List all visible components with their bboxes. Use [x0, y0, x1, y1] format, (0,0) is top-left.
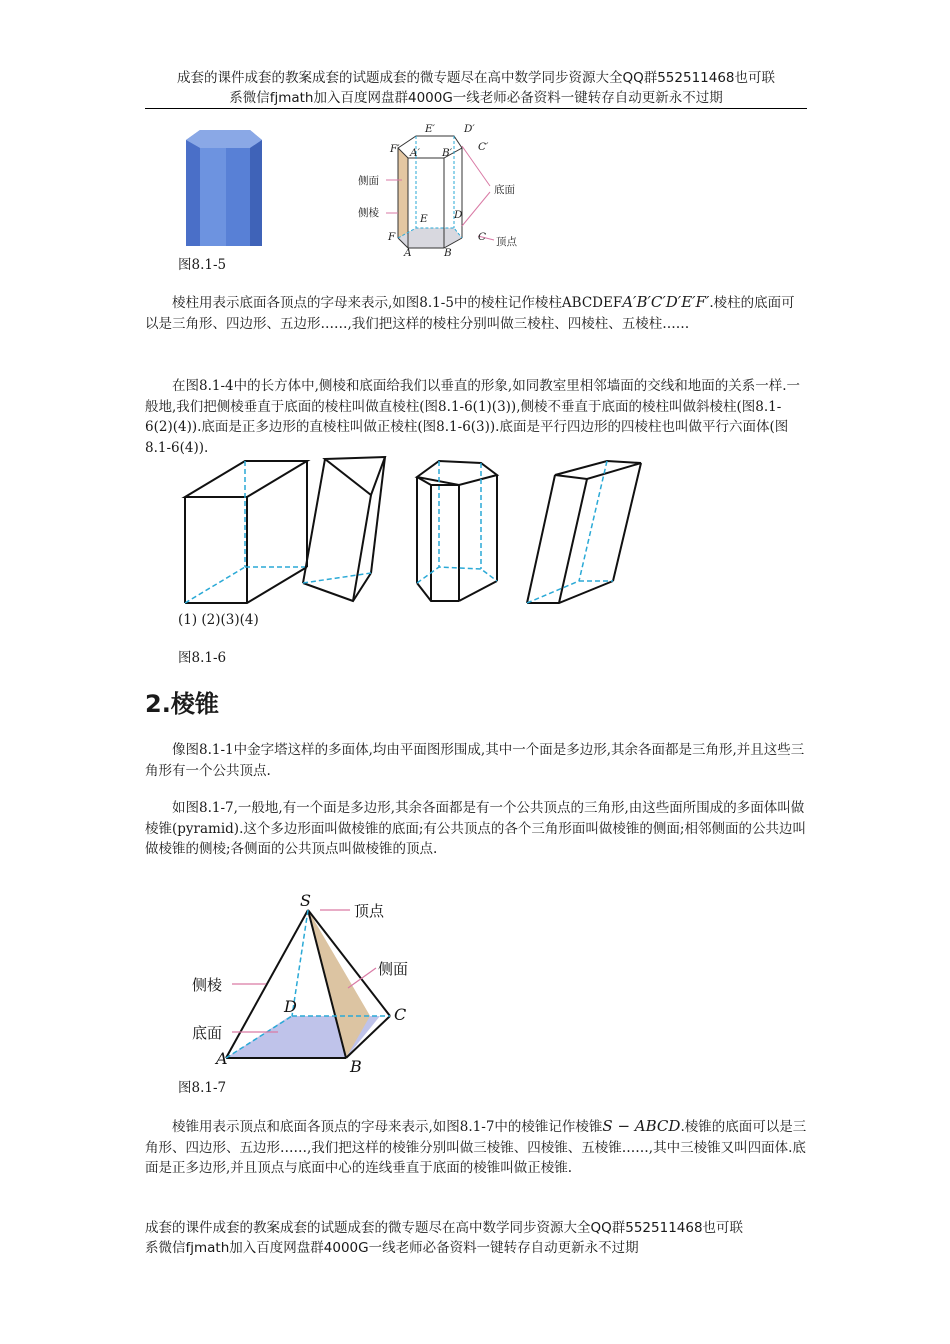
label-F-prime: F′: [390, 143, 400, 155]
paragraph-pyramid-notation: [145, 1116, 807, 1179]
section-heading-pyramid: 2.棱锥: [145, 690, 219, 718]
label-side-face: 侧面: [378, 960, 409, 978]
header-line-1: 成套的课件成套的教案成套的试题成套的微专题尽在高中数学同步资源大全QQ群552511468也可联: [176, 70, 776, 86]
label-D: D: [284, 997, 297, 1016]
prism-2-oblique-triangular: [303, 457, 385, 601]
label-A: A: [216, 1049, 228, 1068]
label-D: D: [454, 209, 463, 221]
paragraph-pyramid-definition: 如图8.1-7,一般地,有一个面是多边形,其余各面都是有一个公共顶点的三角形,由这些面所围成的多面体叫做棱锥(pyramid).这个多边形面叫做棱锥的底面;有公共顶点的各个三角形面叫做棱锥的侧面;相邻侧面的公共边叫做棱锥的侧棱;各侧面的公共顶点叫做棱锥的顶点.: [145, 800, 806, 857]
label-B: B: [350, 1057, 362, 1076]
footer-line-1: 成套的课件成套的教案成套的试题成套的微专题尽在高中数学同步资源大全QQ群552511468也可联: [145, 1220, 744, 1236]
label-side-face: 侧面: [358, 175, 379, 187]
prism-3-regular-pentagonal: [417, 461, 497, 601]
label-base: 底面: [494, 184, 515, 196]
label-E: E: [420, 213, 428, 225]
figure-8-1-5: [170, 118, 550, 258]
label-vertex: 顶点: [496, 236, 517, 248]
figure-8-1-7: [180, 892, 440, 1082]
paragraph-pyramid-intro: 像图8.1-1中金字塔这样的多面体,均由平面图形围成,其中一个面是多边形,其余各面都是三角形,并且这些三角形有一个公共顶点.: [145, 742, 805, 779]
label-C: C: [478, 231, 487, 243]
label-D-prime: D′: [464, 123, 475, 135]
page-footer: [145, 1218, 807, 1258]
label-F: F: [388, 231, 396, 243]
figure-8-1-6-caption: 图8.1-6: [178, 650, 227, 666]
label-S: S: [300, 892, 311, 910]
label-vertex: 顶点: [354, 902, 385, 920]
label-A: A: [404, 247, 412, 258]
label-A-prime: A′: [410, 147, 420, 159]
label-B-prime: B′: [442, 147, 453, 159]
para1-formula: A′B′C′D′E′F′: [622, 293, 710, 311]
prism-1-right-quadrangular: [185, 461, 307, 603]
para1-text-c: .棱柱的底面可以是三角形、四边形、五边形……,我们把这样的棱柱分别叫做三棱柱、四棱柱、五棱柱……: [145, 295, 795, 332]
footer-line-2: 系微信fjmath加入百度网盘群4000G一线老师必备资料一键转存自动更新永不过期: [145, 1240, 639, 1256]
figure-8-1-6: [175, 455, 695, 610]
header-divider: [145, 108, 807, 109]
label-E-prime: E′: [425, 123, 436, 135]
header-line-2: 系微信fjmath加入百度网盘群4000G一线老师必备资料一键转存自动更新永不过期: [229, 90, 723, 106]
para5-text-c: .棱锥的底面可以是三角形、四边形、五边形……,我们把这样的棱锥分别叫做三棱锥、四棱锥、五棱锥……,其中三棱锥又叫四面体.底面是正多边形,并且顶点与底面中心的连线垂直于底面的棱锥叫做正棱锥.: [145, 1119, 807, 1176]
paragraph-prism-notation: [145, 292, 807, 334]
figure-8-1-6-subcaptions: (1) (2)(3)(4): [178, 612, 259, 628]
label-C: C: [394, 1005, 407, 1024]
page-header: [145, 68, 807, 108]
figure-8-1-5-caption: 图8.1-5: [178, 257, 227, 273]
figure-8-1-7-caption: 图8.1-7: [178, 1080, 227, 1096]
label-base: 底面: [192, 1024, 223, 1042]
paragraph-right-oblique-prism: 在图8.1-4中的长方体中,侧棱和底面给我们以垂直的形象,如同教室里相邻墙面的交线和地面的关系一样.一般地,我们把侧棱垂直于底面的棱柱叫做直棱柱(图8.1-6(1)(3)),侧棱不垂直于底面的棱柱叫做斜棱柱(图8.1-6(2)(4)).底面是正多边形的直棱柱叫做正棱柱(图8.1-6(3)).底面是平行四边形的四棱柱也叫做平行六面体(图8.1-6(4)).: [145, 378, 800, 456]
solid-hexagonal-prism: [186, 130, 262, 246]
label-B: B: [444, 247, 452, 258]
prism-4-parallelepiped: [527, 461, 641, 603]
para1-text-a: 棱柱用表示底面各顶点的字母来表示,如图8.1-5中的棱柱记作棱柱ABCDEF: [172, 295, 623, 311]
para5-text-a: 棱锥用表示顶点和底面各顶点的字母来表示,如图8.1-7中的棱锥记作棱锥: [172, 1119, 603, 1135]
para5-formula: S − ABCD: [602, 1117, 681, 1135]
label-lateral-edge: 侧棱: [358, 207, 379, 219]
label-lateral-edge: 侧棱: [192, 976, 223, 994]
label-C-prime: C′: [478, 141, 489, 153]
